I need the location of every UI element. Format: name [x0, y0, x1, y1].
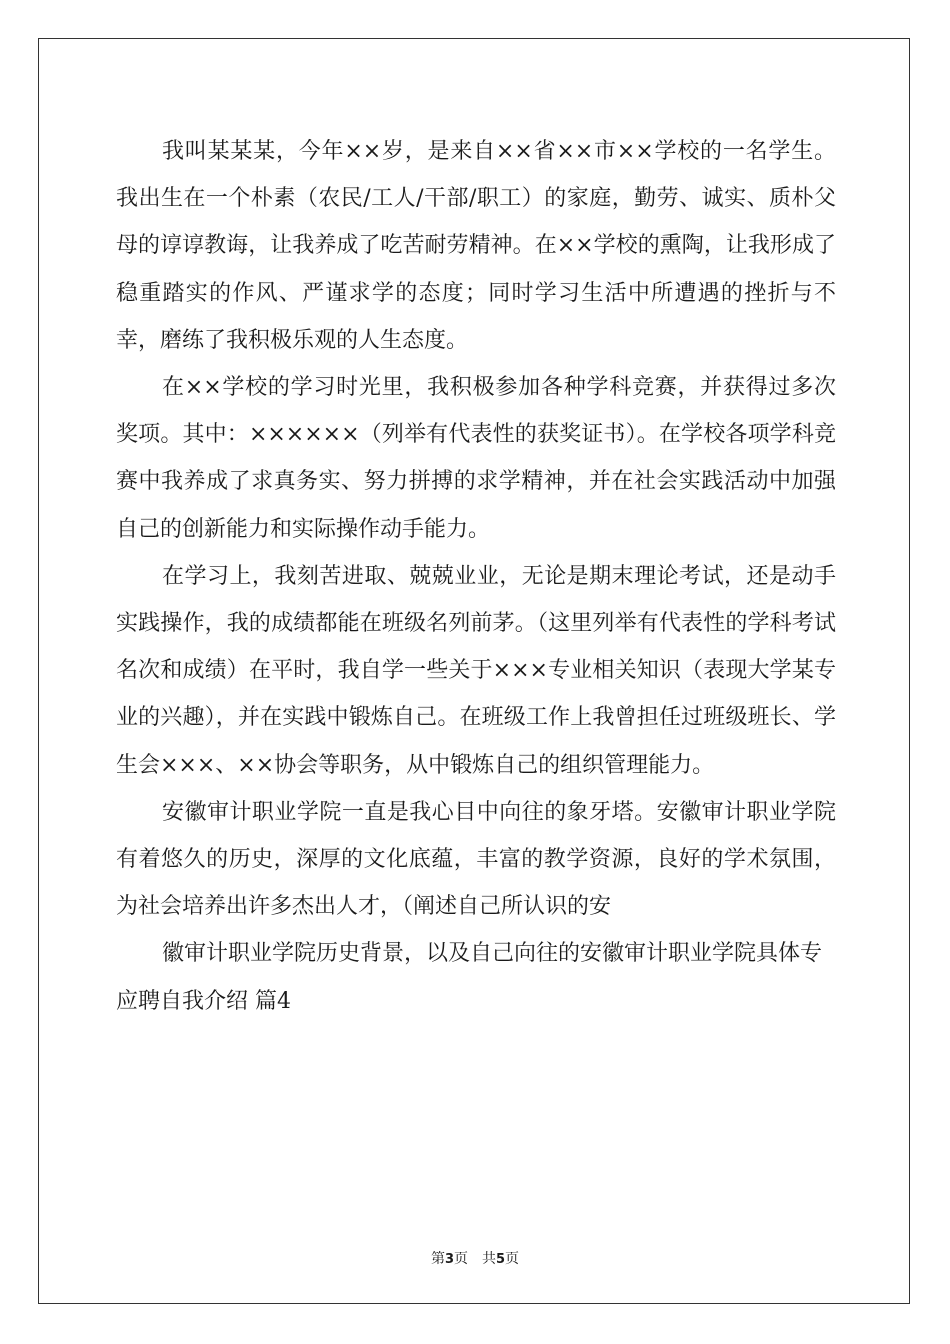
paragraph-3: 在学习上，我刻苦进取、兢兢业业，无论是期末理论考试，还是动手实践操作，我的成绩都能在班级名列前茅。（这里列举有代表性的学科考试名次和成绩）在平时，我自学一些关于×××专业相关知识（表现大学某专业的兴趣），并在实践中锻炼自己。在班级工作上我曾担任过班级班长、学生会×××、××协会等职务，从中锻炼自己的组织管理能力。 — [116, 563, 836, 778]
page-current: 3 — [444, 1252, 454, 1267]
page-suffix: 页 — [454, 1251, 468, 1267]
paragraph-4: 安徽审计职业学院一直是我心目中向往的象牙塔。安徽审计职业学院有着悠久的历史，深厚的文化底蕴，丰富的教学资源，良好的学术氛围，为社会培养出许多杰出人才，（阐述自己所认识的安 — [116, 799, 836, 920]
total-prefix: 共 — [482, 1251, 496, 1267]
section-heading: 应聘自我介绍 篇4 — [116, 988, 291, 1014]
page-footer — [0, 1248, 950, 1268]
paragraph-1: 我叫某某某，今年××岁，是来自××省××市××学校的一名学生。我出生在一个朴素（农民/工人/干部/职工）的家庭，勤劳、诚实、质朴父母的谆谆教诲，让我养成了吃苦耐劳精神。在××学校的熏陶，让我形成了稳重踏实的作风、严谨求学的态度；同时学习生活中所遭遇的挫折与不幸，磨练了我积极乐观的人生态度。 — [116, 139, 836, 353]
page-prefix: 第 — [430, 1251, 445, 1267]
paragraph-2: 在××学校的学习时光里，我积极参加各种学科竞赛，并获得过多次奖项。其中：××××××（列举有代表性的获奖证书）。在学校各项学科竞赛中我养成了求真务实、努力拼搏的求学精神，并在社会实践活动中加强自己的创新能力和实际操作动手能力。 — [116, 375, 836, 542]
paragraph-5: 徽审计职业学院历史背景，以及自己向往的安徽审计职业学院具体专 — [162, 941, 823, 967]
page-total: 5 — [496, 1252, 506, 1267]
document-body — [116, 128, 836, 1025]
total-suffix: 页 — [505, 1251, 520, 1267]
